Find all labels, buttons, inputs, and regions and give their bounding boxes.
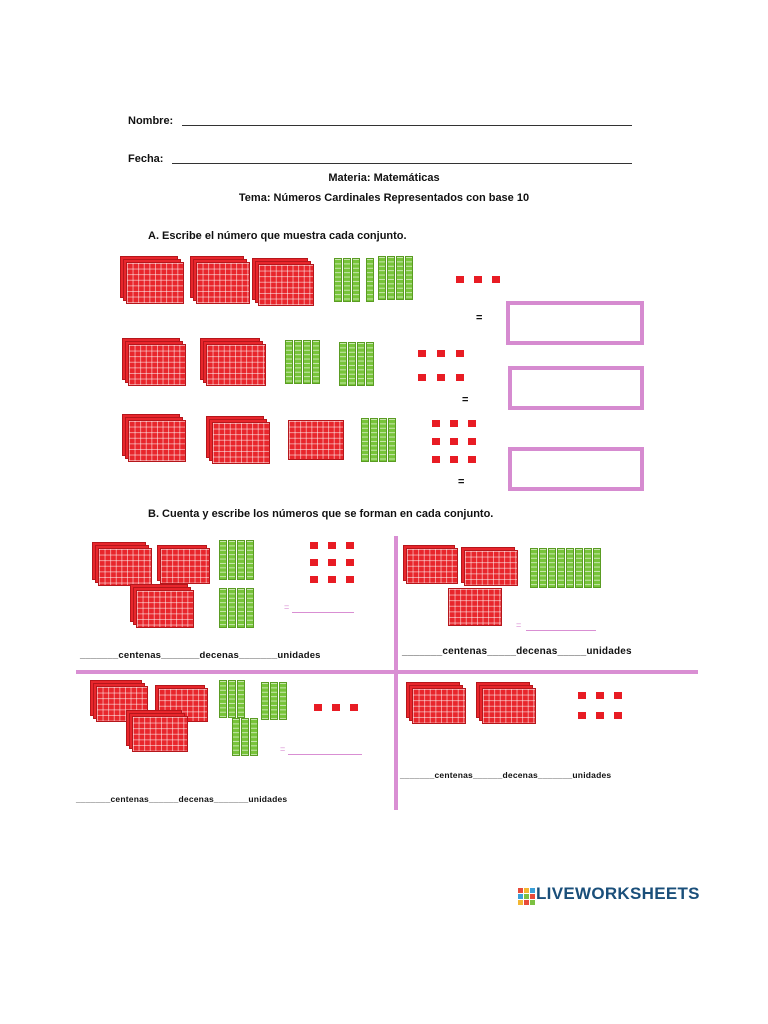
hundred-flat bbox=[160, 548, 210, 584]
unit-cube bbox=[474, 276, 482, 283]
ten-rod bbox=[246, 540, 254, 580]
equals-sign: = bbox=[280, 744, 286, 754]
answer-line[interactable] bbox=[288, 754, 362, 755]
ten-rod bbox=[539, 548, 547, 588]
hundred-flat bbox=[196, 262, 250, 304]
unit-cube bbox=[310, 559, 318, 566]
unit-cube bbox=[456, 374, 464, 381]
ten-rod bbox=[237, 680, 245, 718]
answer-line[interactable] bbox=[292, 612, 354, 613]
ten-rod bbox=[584, 548, 592, 588]
unit-cube bbox=[614, 692, 622, 699]
cdu-label[interactable]: _______centenas______decenas_______unidades bbox=[76, 794, 288, 804]
ten-rod bbox=[219, 588, 227, 628]
hundred-flat bbox=[482, 688, 536, 724]
cdu-label[interactable]: _______centenas______decenas_______unidades bbox=[400, 770, 612, 780]
unit-cube bbox=[346, 542, 354, 549]
ten-rod bbox=[237, 540, 245, 580]
unit-cube bbox=[468, 438, 476, 445]
unit-cube bbox=[432, 456, 440, 463]
nombre-label: Nombre: bbox=[128, 115, 174, 127]
unit-cube bbox=[596, 692, 604, 699]
cdu-label[interactable]: _______centenas_____decenas_____unidades bbox=[402, 646, 632, 657]
hundred-flat bbox=[206, 344, 266, 386]
ten-rod bbox=[312, 340, 320, 384]
ten-rod bbox=[228, 588, 236, 628]
unit-cube bbox=[310, 542, 318, 549]
ten-rod bbox=[361, 418, 369, 462]
ten-rod bbox=[237, 588, 245, 628]
hundred-flat bbox=[98, 548, 152, 586]
ten-rod bbox=[357, 342, 365, 386]
ten-rod bbox=[228, 680, 236, 718]
hundred-flat bbox=[406, 548, 458, 584]
unit-cube bbox=[437, 374, 445, 381]
unit-cube bbox=[346, 559, 354, 566]
equals-sign: = bbox=[476, 312, 483, 324]
section-b-title: B. Cuenta y escribe los números que se forman en cada conjunto. bbox=[148, 508, 494, 520]
ten-rod bbox=[270, 682, 278, 720]
ten-rod bbox=[379, 418, 387, 462]
ten-rod bbox=[343, 258, 351, 302]
answer-line[interactable] bbox=[526, 630, 596, 631]
ten-rod bbox=[548, 548, 556, 588]
unit-cube bbox=[432, 420, 440, 427]
ten-rod bbox=[334, 258, 342, 302]
liveworksheets-logo: LIVEWORKSHEETS bbox=[536, 884, 700, 903]
hundred-flat bbox=[126, 262, 184, 304]
hundred-flat bbox=[258, 264, 314, 306]
ten-rod bbox=[339, 342, 347, 386]
ten-rod bbox=[261, 682, 269, 720]
equals-sign: = bbox=[284, 602, 290, 612]
unit-cube bbox=[468, 420, 476, 427]
ten-rod bbox=[303, 340, 311, 384]
ten-rod bbox=[378, 256, 386, 300]
ten-rod bbox=[566, 548, 574, 588]
unit-cube bbox=[328, 576, 336, 583]
ten-rod bbox=[219, 680, 227, 718]
unit-cube bbox=[314, 704, 322, 711]
ten-rod bbox=[575, 548, 583, 588]
unit-cube bbox=[578, 712, 586, 719]
answer-box-1[interactable] bbox=[506, 301, 644, 345]
ten-rod bbox=[530, 548, 538, 588]
unit-cube bbox=[432, 438, 440, 445]
ten-rod bbox=[396, 256, 404, 300]
unit-cube bbox=[456, 350, 464, 357]
hundred-flat bbox=[136, 590, 194, 628]
unit-cube bbox=[418, 374, 426, 381]
equals-sign: = bbox=[516, 620, 522, 630]
unit-cube bbox=[332, 704, 340, 711]
unit-cube bbox=[346, 576, 354, 583]
hundred-flat bbox=[132, 716, 188, 752]
section-a-title: A. Escribe el número que muestra cada conjunto. bbox=[148, 230, 407, 242]
hundred-flat bbox=[212, 422, 270, 464]
answer-box-2[interactable] bbox=[508, 366, 644, 410]
unit-cube bbox=[578, 692, 586, 699]
ten-rod bbox=[250, 718, 258, 756]
materia-title: Materia: Matemáticas bbox=[328, 172, 440, 184]
horizontal-divider bbox=[76, 670, 698, 674]
hundred-flat bbox=[412, 688, 466, 724]
cdu-label[interactable]: _______centenas_______decenas_______unidades bbox=[80, 650, 321, 661]
answer-box-3[interactable] bbox=[508, 447, 644, 491]
unit-cube bbox=[456, 276, 464, 283]
ten-rod bbox=[241, 718, 249, 756]
ten-rod bbox=[557, 548, 565, 588]
ten-rod bbox=[228, 540, 236, 580]
ten-rod bbox=[387, 256, 395, 300]
hundred-flat bbox=[128, 344, 186, 386]
unit-cube bbox=[437, 350, 445, 357]
unit-cube bbox=[450, 438, 458, 445]
tema-title: Tema: Números Cardinales Representados con base 10 bbox=[238, 192, 530, 204]
ten-rod bbox=[294, 340, 302, 384]
unit-cube bbox=[328, 542, 336, 549]
hundred-flat-single bbox=[288, 420, 344, 460]
hundred-flat bbox=[128, 420, 186, 462]
ten-rod bbox=[388, 418, 396, 462]
unit-cube bbox=[418, 350, 426, 357]
ten-rod bbox=[352, 258, 360, 302]
liveworksheets-logo-icon bbox=[518, 888, 535, 905]
ten-rod bbox=[593, 548, 601, 588]
unit-cube bbox=[614, 712, 622, 719]
unit-cube bbox=[468, 456, 476, 463]
unit-cube bbox=[450, 456, 458, 463]
ten-rod bbox=[219, 540, 227, 580]
ten-rod bbox=[405, 256, 413, 300]
ten-rod bbox=[370, 418, 378, 462]
hundred-flat bbox=[464, 550, 518, 586]
ten-rod bbox=[348, 342, 356, 386]
unit-cube bbox=[328, 559, 336, 566]
ten-rod bbox=[232, 718, 240, 756]
ten-rod bbox=[285, 340, 293, 384]
hundred-flat bbox=[448, 588, 502, 626]
ten-rod bbox=[366, 342, 374, 386]
ten-rod bbox=[366, 258, 374, 302]
ten-rod bbox=[279, 682, 287, 720]
ten-rod bbox=[246, 588, 254, 628]
unit-cube bbox=[596, 712, 604, 719]
fecha-line[interactable] bbox=[172, 163, 632, 164]
nombre-line[interactable] bbox=[182, 125, 632, 126]
unit-cube bbox=[492, 276, 500, 283]
unit-cube bbox=[310, 576, 318, 583]
unit-cube bbox=[350, 704, 358, 711]
equals-sign: = bbox=[462, 394, 469, 406]
unit-cube bbox=[450, 420, 458, 427]
equals-sign: = bbox=[458, 476, 465, 488]
fecha-label: Fecha: bbox=[128, 153, 164, 165]
